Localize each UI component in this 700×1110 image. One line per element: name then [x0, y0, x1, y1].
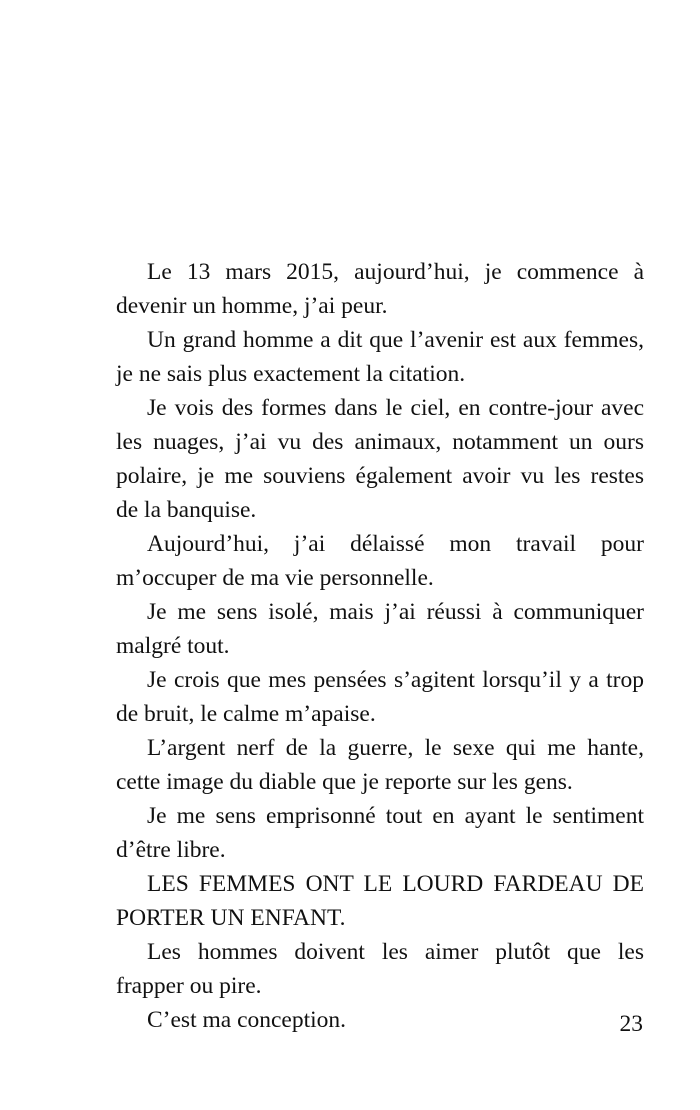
text-line: Je me sens isolé, mais j’ai réussi à communiquer — [147, 599, 644, 625]
paragraph-1 — [116, 255, 644, 323]
text-line: C’est ma conception. — [147, 1007, 347, 1033]
text-line: L’argent nerf de la guerre, le sexe qui me hante, — [147, 735, 644, 761]
text-line: cette image du diable que je reporte sur les gens. — [116, 769, 573, 795]
paragraph-9 — [116, 867, 644, 935]
paragraph-10 — [116, 935, 644, 1003]
paragraph-3 — [116, 391, 644, 527]
text-line: Le 13 mars 2015, aujourd’hui, je commence à — [147, 259, 644, 285]
text-line: Je crois que mes pensées s’agitent lorsqu’il y a trop — [147, 667, 644, 693]
text-line: m’occuper de ma vie personnelle. — [116, 565, 434, 591]
paragraph-7 — [116, 731, 644, 799]
paragraph-8 — [116, 799, 644, 867]
page-body — [116, 255, 644, 1037]
page-number: 23 — [619, 1011, 643, 1037]
text-line: d’être libre. — [116, 837, 226, 863]
text-line: Je vois des formes dans le ciel, en contre-jour avec — [147, 395, 644, 421]
text-line: de bruit, le calme m’apaise. — [116, 701, 376, 727]
text-line: Un grand homme a dit que l’avenir est aux femmes, — [147, 327, 644, 353]
text-line: frapper ou pire. — [116, 973, 262, 999]
text-line: je ne sais plus exactement la citation. — [116, 361, 466, 387]
text-line: polaire, je me souviens également avoir vu les restes — [116, 463, 644, 489]
paragraph-4 — [116, 527, 644, 595]
paragraph-6 — [116, 663, 644, 731]
text-line: devenir un homme, j’ai peur. — [116, 293, 388, 319]
text-line: PORTER UN ENFANT. — [116, 905, 346, 931]
text-line: Les hommes doivent les aimer plutôt que les — [147, 939, 644, 965]
text-line: Je me sens emprisonné tout en ayant le sentiment — [147, 803, 644, 829]
paragraph-2 — [116, 323, 644, 391]
text-line: de la banquise. — [116, 497, 257, 523]
paragraph-11 — [116, 1003, 644, 1037]
paragraph-5 — [116, 595, 644, 663]
text-line: Aujourd’hui, j’ai délaissé mon travail pour — [147, 531, 644, 557]
text-line: malgré tout. — [116, 633, 230, 659]
text-line: LES FEMMES ONT LE LOURD FARDEAU DE — [147, 871, 644, 897]
text-line: les nuages, j’ai vu des animaux, notamment un ours — [116, 429, 644, 455]
